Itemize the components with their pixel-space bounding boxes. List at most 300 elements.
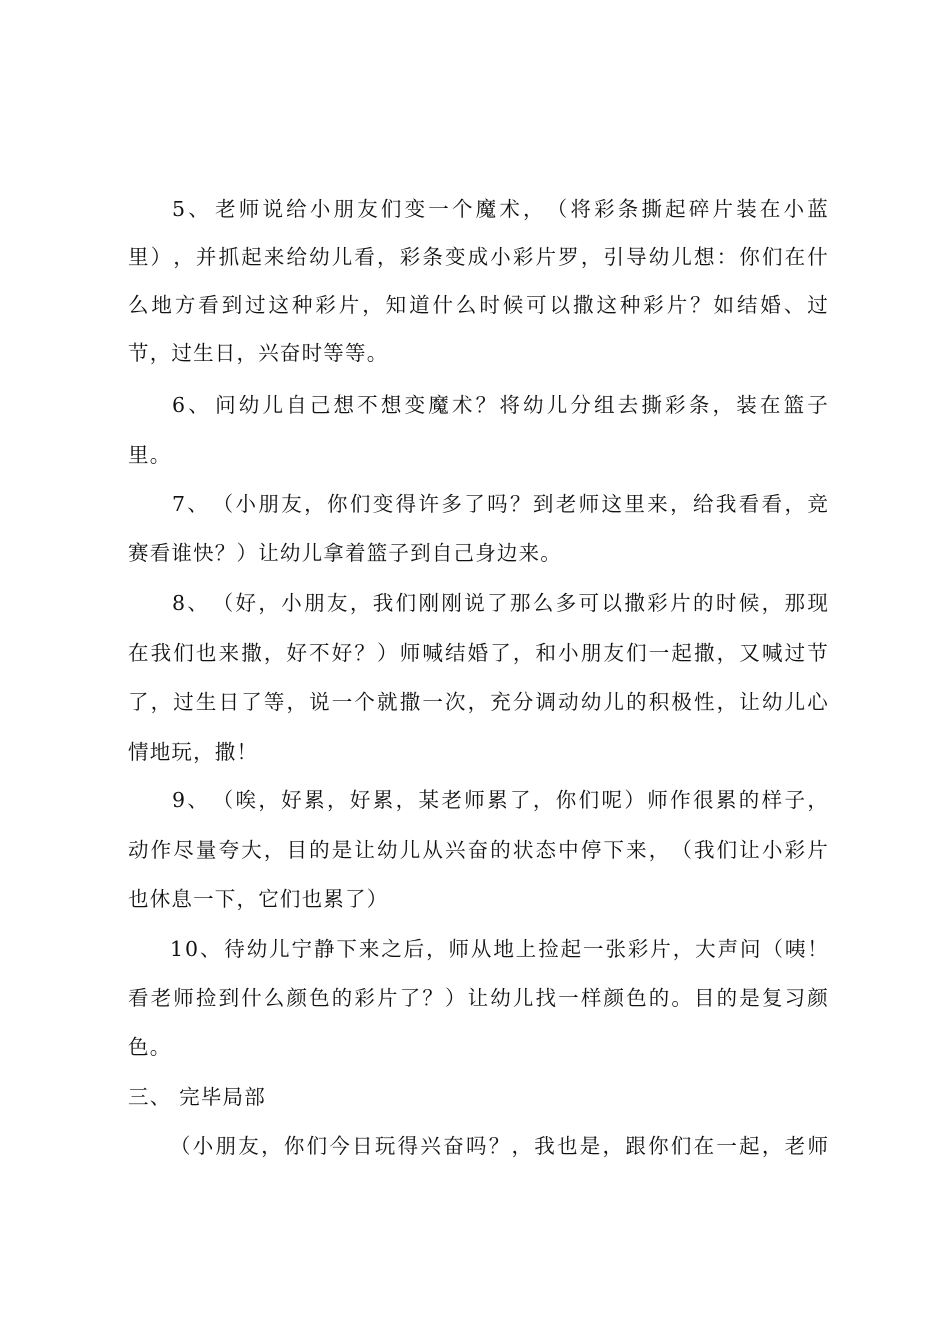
glyph: 么 [455, 293, 477, 317]
glyph: 状 [512, 838, 534, 862]
glyph: 碎 [688, 197, 710, 221]
glyph: 静 [313, 937, 335, 961]
section-heading: 三、 完毕局部 [128, 1085, 266, 1109]
glyph: 我 [694, 838, 715, 862]
glyph: 不 [357, 393, 378, 417]
text-line [128, 239, 828, 275]
glyph: 以 [549, 293, 571, 317]
glyph: 让 [354, 838, 375, 862]
glyph: 态 [535, 838, 557, 862]
text-line: 也休息一下，它们也累了） [128, 887, 389, 911]
glyph: 儿 [546, 393, 568, 417]
text-line [172, 486, 828, 522]
glyph: ， [258, 788, 279, 812]
glyph: 来 [626, 838, 647, 862]
glyph: 积 [648, 690, 670, 714]
glyph: 色 [626, 986, 647, 1010]
glyph: 起 [560, 937, 582, 961]
glyph: ， [602, 1134, 624, 1158]
glyph: 唉 [235, 788, 257, 812]
glyph: 得 [397, 1134, 419, 1158]
glyph: ， [286, 690, 307, 714]
glyph: 让 [739, 690, 760, 714]
glyph: 彩 [784, 838, 806, 862]
glyph: 想 [694, 245, 715, 269]
glyph: 作 [670, 788, 691, 812]
glyph: 兴 [444, 838, 466, 862]
glyph: ， [377, 245, 398, 269]
glyph: 我 [372, 591, 394, 615]
glyph: 儿 [512, 986, 534, 1010]
glyph: 过 [245, 293, 266, 317]
glyph: 是 [579, 1134, 601, 1158]
glyph: 你 [739, 245, 760, 269]
glyph: 幼 [761, 690, 783, 714]
glyph: 撕 [641, 197, 662, 221]
glyph: 婚 [760, 293, 781, 317]
glyph: 们 [306, 1134, 328, 1158]
glyph: 后 [403, 937, 425, 961]
glyph: 们 [761, 245, 783, 269]
glyph: （ [762, 937, 783, 961]
glyph: 结 [736, 293, 758, 317]
glyph: ， [532, 788, 554, 812]
glyph: 过 [807, 293, 828, 317]
glyph: 也 [557, 1134, 578, 1158]
glyph: 一 [716, 1134, 737, 1158]
glyph: 师 [399, 641, 421, 665]
glyph: ？ [690, 293, 711, 317]
glyph: ， [670, 492, 691, 516]
glyph: 到 [221, 293, 243, 317]
glyph: 次 [444, 690, 466, 714]
glyph: 一 [331, 690, 353, 714]
glyph: 彩 [315, 293, 336, 317]
glyph: 起 [671, 641, 692, 665]
glyph: 多 [441, 492, 462, 516]
glyph: 下 [603, 838, 624, 862]
glyph: 好 [286, 641, 307, 665]
glyph: 种 [619, 293, 641, 317]
glyph: 动 [128, 838, 149, 862]
glyph: 师 [173, 986, 194, 1010]
glyph: ？ [510, 492, 531, 516]
glyph: 友 [357, 197, 378, 221]
glyph: 片 [535, 245, 557, 269]
text-line [170, 931, 828, 967]
text-line [172, 191, 828, 227]
glyph: ， [467, 690, 489, 714]
glyph: 节 [807, 641, 828, 665]
glyph: ， [263, 838, 285, 862]
glyph: 一 [422, 690, 443, 714]
glyph: 知 [385, 293, 407, 317]
glyph: 一 [428, 197, 449, 221]
glyph: 小 [761, 838, 783, 862]
glyph: 刚 [418, 591, 440, 615]
glyph: 很 [693, 788, 714, 812]
glyph: 幼 [580, 690, 602, 714]
glyph: ， [304, 492, 325, 516]
glyph: 喊 [761, 641, 783, 665]
text-line: 情地玩，撒！ [128, 740, 259, 764]
glyph: ， [761, 1134, 783, 1158]
glyph: 中 [558, 838, 579, 862]
glyph: 成 [467, 245, 489, 269]
glyph: 的 [626, 690, 647, 714]
glyph: 我 [150, 641, 172, 665]
glyph: ？ [475, 393, 497, 417]
glyph: 婚 [467, 641, 489, 665]
glyph: 们 [173, 641, 194, 665]
glyph: 变 [404, 197, 426, 221]
glyph: 在 [693, 1134, 715, 1158]
glyph: 幼 [377, 838, 398, 862]
glyph: 小 [281, 591, 302, 615]
glyph: 说 [309, 690, 330, 714]
glyph: 彩 [647, 591, 668, 615]
glyph: 道 [409, 293, 430, 317]
glyph: 分 [570, 393, 591, 417]
glyph: 5 [172, 197, 186, 221]
glyph: 想 [333, 393, 355, 417]
glyph: 小 [558, 641, 579, 665]
glyph: 目 [286, 838, 307, 862]
glyph: 什 [807, 245, 828, 269]
glyph: 片 [670, 591, 691, 615]
glyph: 的 [490, 838, 511, 862]
glyph: 朋 [258, 492, 279, 516]
glyph: ， [523, 197, 544, 221]
glyph: 给 [286, 197, 307, 221]
glyph: 们 [670, 1134, 692, 1158]
glyph: 大 [695, 937, 716, 961]
glyph: 让 [467, 986, 489, 1010]
glyph: 片 [666, 293, 688, 317]
glyph: 彩 [399, 245, 421, 269]
glyph: （ [671, 838, 692, 862]
glyph: （ [170, 1134, 191, 1158]
text-line: 节，过生日，兴奋时等等。 [128, 341, 389, 365]
glyph: 给 [693, 492, 714, 516]
glyph: 是 [739, 986, 760, 1010]
glyph: 奋 [443, 1134, 464, 1158]
glyph: ， [712, 393, 734, 417]
glyph: 宁 [291, 937, 313, 961]
glyph: 可 [526, 293, 547, 317]
glyph: 你 [555, 788, 577, 812]
glyph: 累 [487, 788, 508, 812]
glyph: 过 [173, 690, 194, 714]
glyph: 儿 [262, 393, 283, 417]
glyph: 候 [502, 293, 524, 317]
glyph: 调 [535, 690, 557, 714]
glyph: 条 [422, 245, 443, 269]
text-line [128, 832, 828, 868]
glyph: 在 [759, 393, 781, 417]
glyph: ， [580, 245, 602, 269]
glyph: 在 [759, 197, 781, 221]
glyph: 极 [671, 690, 692, 714]
glyph: 老 [555, 492, 577, 516]
glyph: ） [444, 986, 466, 1010]
glyph: 友 [603, 641, 624, 665]
glyph: 彩 [665, 393, 686, 417]
glyph: 你 [648, 1134, 669, 1158]
glyph: 一 [558, 986, 579, 1010]
glyph: 们 [395, 591, 417, 615]
glyph: 好 [331, 641, 353, 665]
glyph: 看 [354, 245, 375, 269]
glyph: 术 [451, 393, 473, 417]
text-line: 赛看谁快？）让幼儿拿着篮子到自己身边来。 [128, 541, 562, 565]
glyph: 们 [626, 641, 647, 665]
glyph: ， [716, 641, 738, 665]
glyph: 小 [309, 197, 331, 221]
glyph: 样 [761, 788, 783, 812]
text-line: 里。 [128, 443, 172, 467]
text-line [172, 782, 828, 818]
glyph: 声 [717, 937, 739, 961]
glyph: 是 [331, 838, 353, 862]
glyph: 今 [329, 1134, 350, 1158]
glyph: 分 [512, 690, 534, 714]
glyph: 老 [441, 788, 462, 812]
glyph: 多 [555, 591, 577, 615]
glyph: （ [546, 197, 568, 221]
glyph: 、 [187, 492, 208, 516]
glyph: 性 [694, 690, 715, 714]
glyph: 片 [807, 838, 828, 862]
glyph: ， [511, 1134, 532, 1158]
glyph: 朋 [215, 1134, 237, 1158]
glyph: 了 [464, 492, 485, 516]
glyph: 之 [381, 937, 402, 961]
glyph: 好 [235, 591, 257, 615]
glyph: 说 [464, 591, 485, 615]
text-line [172, 585, 828, 621]
glyph: 幼 [309, 245, 330, 269]
glyph: 喊 [422, 641, 443, 665]
glyph: ， [258, 591, 279, 615]
glyph: 色 [309, 986, 330, 1010]
glyph: ） [624, 788, 645, 812]
glyph: 个 [451, 197, 473, 221]
glyph: 目 [694, 986, 715, 1010]
glyph: 某 [418, 788, 440, 812]
glyph: 量 [195, 838, 217, 862]
glyph: 师 [448, 937, 469, 961]
glyph: 时 [715, 591, 737, 615]
glyph: 小 [783, 197, 805, 221]
glyph: 现 [807, 591, 828, 615]
glyph: 的 [331, 986, 353, 1010]
glyph: ？ [422, 986, 443, 1010]
glyph: 生 [195, 690, 217, 714]
glyph: 张 [605, 937, 626, 961]
glyph: 自 [286, 393, 307, 417]
glyph: ， [349, 591, 371, 615]
glyph: 儿 [269, 937, 290, 961]
glyph: 魔 [475, 197, 497, 221]
glyph: 就 [377, 690, 398, 714]
glyph: 方 [174, 293, 196, 317]
glyph: 大 [241, 838, 262, 862]
glyph: 起 [241, 245, 262, 269]
glyph: 师 [578, 492, 600, 516]
glyph: ？ [354, 641, 375, 665]
glyph: 、 [188, 393, 209, 417]
glyph: 问 [215, 393, 236, 417]
glyph: ， [261, 1134, 282, 1158]
glyph: 将 [499, 393, 520, 417]
glyph: 许 [418, 492, 440, 516]
glyph: 的 [309, 838, 330, 862]
glyph: 以 [601, 591, 623, 615]
glyph: 奋 [467, 838, 489, 862]
glyph: 日 [218, 690, 240, 714]
glyph: 变 [372, 492, 394, 516]
glyph: 玩 [374, 1134, 396, 1158]
glyph: 条 [617, 197, 639, 221]
glyph: 装 [736, 197, 757, 221]
glyph: ， [512, 641, 534, 665]
glyph: 抓 [218, 245, 240, 269]
glyph: 撕 [641, 393, 662, 417]
glyph: 7 [172, 492, 186, 516]
glyph: 么 [128, 293, 149, 317]
glyph: 了 [490, 641, 511, 665]
glyph: 累 [372, 788, 394, 812]
glyph: ， [173, 245, 194, 269]
glyph: 幼 [490, 986, 511, 1010]
glyph: 地 [151, 293, 172, 317]
glyph: 结 [444, 641, 466, 665]
glyph: 候 [738, 591, 760, 615]
glyph: 条 [688, 393, 710, 417]
glyph: 们 [380, 197, 402, 221]
glyph: 这 [596, 293, 617, 317]
glyph: 幼 [238, 393, 260, 417]
glyph: 了 [399, 986, 421, 1010]
glyph: 吗 [465, 1134, 487, 1158]
glyph: 样 [580, 986, 602, 1010]
text-line [170, 1128, 828, 1164]
glyph: 6 [172, 393, 186, 417]
glyph: 日 [352, 1134, 373, 1158]
glyph: 累 [715, 788, 737, 812]
text-line [128, 684, 828, 720]
glyph: 的 [648, 986, 670, 1010]
glyph: 儿 [399, 838, 421, 862]
glyph: 儿 [784, 690, 806, 714]
glyph: 你 [327, 492, 348, 516]
glyph: 在 [128, 641, 149, 665]
glyph: 在 [784, 245, 806, 269]
glyph: 过 [784, 641, 806, 665]
glyph: 那 [784, 591, 806, 615]
glyph: 捡 [538, 937, 559, 961]
glyph: ， [362, 293, 383, 317]
glyph: 么 [532, 591, 554, 615]
glyph: 停 [580, 838, 602, 862]
glyph: 夸 [218, 838, 240, 862]
glyph: 的 [738, 788, 760, 812]
glyph: 老 [215, 197, 236, 221]
glyph: 么 [263, 986, 285, 1010]
glyph: 咦 [784, 937, 806, 961]
glyph: 捡 [195, 986, 217, 1010]
glyph: 幼 [523, 393, 544, 417]
glyph: 从 [422, 838, 443, 862]
glyph: 导 [626, 245, 647, 269]
glyph: 彩 [594, 197, 615, 221]
glyph: 彩 [354, 986, 375, 1010]
glyph: 儿 [331, 245, 353, 269]
glyph: 、 [187, 591, 208, 615]
glyph: 、 [187, 788, 208, 812]
glyph: 蓝 [807, 197, 828, 221]
glyph: 们 [349, 492, 371, 516]
glyph: 问 [739, 937, 761, 961]
glyph: 友 [327, 591, 348, 615]
glyph: 看 [738, 492, 760, 516]
glyph: 下 [336, 937, 357, 961]
glyph: 给 [286, 245, 307, 269]
glyph: 时 [479, 293, 500, 317]
glyph: 一 [648, 641, 670, 665]
glyph: 幼 [246, 937, 268, 961]
glyph: 老 [150, 986, 172, 1010]
glyph: 又 [739, 641, 760, 665]
glyph: 可 [578, 591, 600, 615]
glyph: 片 [650, 937, 671, 961]
glyph: 累 [304, 788, 325, 812]
glyph: 到 [218, 986, 240, 1010]
glyph: 如 [713, 293, 735, 317]
glyph: 竞 [807, 492, 828, 516]
glyph: 我 [534, 1134, 555, 1158]
glyph: 颜 [603, 986, 624, 1010]
glyph: 找 [535, 986, 557, 1010]
glyph: 和 [535, 641, 557, 665]
glyph: 动 [558, 690, 579, 714]
glyph: ， [716, 690, 738, 714]
glyph: 个 [354, 690, 375, 714]
glyph: 、 [199, 937, 221, 961]
glyph: 了 [487, 591, 508, 615]
glyph: 想 [380, 393, 402, 417]
glyph: 心 [807, 690, 828, 714]
glyph: 你 [283, 1134, 305, 1158]
glyph: 撒 [694, 641, 715, 665]
glyph: 来 [218, 641, 240, 665]
glyph: 儿 [603, 690, 624, 714]
glyph: 呢 [601, 788, 623, 812]
glyph: 片 [338, 293, 360, 317]
glyph: ， [327, 788, 348, 812]
glyph: ， [807, 788, 828, 812]
glyph: 8 [172, 591, 186, 615]
glyph: 这 [268, 293, 290, 317]
glyph: 了 [241, 690, 262, 714]
glyph: 引 [603, 245, 624, 269]
glyph: 不 [309, 641, 330, 665]
glyph: 儿 [671, 245, 692, 269]
glyph: 兴 [420, 1134, 441, 1158]
glyph: ， [426, 937, 447, 961]
glyph: 刚 [441, 591, 462, 615]
